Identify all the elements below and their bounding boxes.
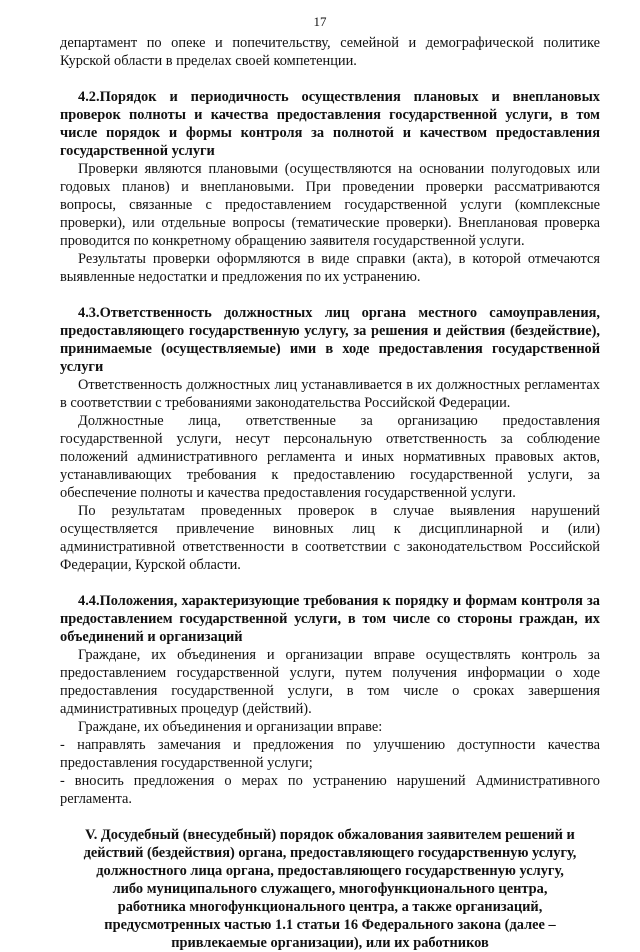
spacer <box>60 70 600 88</box>
section-4-2-paragraph-2: Результаты проверки оформляются в виде справки (акта), в которой отмечаются выявленные недостатки и предложения по их устранению. <box>60 251 600 285</box>
section-4-4-bullet-2: - вносить предложения о мерах по устранению нарушений Административного регламента. <box>60 773 600 807</box>
section-4-4-paragraph-1: Граждане, их объединения и организации вправе осуществлять контроль за предоставлением государственной услуги, путем получения информации о ходе предоставления государственной услуги, в том числе о сроках завершения административных процедур (действий). <box>60 647 600 717</box>
chapter-5-heading: V. Досудебный (внесудебный) порядок обжалования заявителем решений и действий (бездействия) органа, предоставляющего государственную услугу, должностного лица органа, предоставляющего государственную услугу, либо муниципального служащего, многофункционального центра, работника многофункционального центра, а также организаций, предусмотренных частью 1.1 статьи 16 Федерального закона (далее – привлекаемые организации), или их работников <box>83 827 577 951</box>
section-4-2-heading: 4.2.Порядок и периодичность осуществления плановых и внеплановых проверок полноты и качества предоставления государственной услуги, в том числе порядок и формы контроля за полнотой и качеством предоставления государственной услуги <box>60 89 600 159</box>
spacer <box>60 286 600 304</box>
page-number: 17 <box>313 14 327 29</box>
section-4-3-paragraph-3: По результатам проведенных проверок в случае выявления нарушений осуществляется привлечение виновных лиц к дисциплинарной и (или) административной ответственности в соответствии с законодательством Российской Федерации, Курской области. <box>60 503 600 573</box>
section-4-4-paragraph-2: Граждане, их объединения и организации вправе: <box>78 719 383 735</box>
section-4-4-bullet-1: - направлять замечания и предложения по улучшению доступности качества предоставления государственной услуги; <box>60 737 600 771</box>
section-4-2-paragraph-1: Проверки являются плановыми (осуществляются на основании полугодовых или годовых планов) и внеплановыми. При проведении проверки рассматриваются вопросы, связанные с предоставлением государственной услуги (комплексные проверки), или отдельные вопросы (тематические проверки). Внеплановая проверка проводится по конкретному обращению заявителя государственной услуги. <box>60 161 600 249</box>
section-4-3-heading: 4.3.Ответственность должностных лиц органа местного самоуправления, предоставляющего государственную услугу, за решения и действия (бездействие), принимаемые (осуществляемые) ими в ходе предоставления государственной услуги <box>60 305 600 375</box>
spacer <box>60 574 600 592</box>
section-4-4-heading: 4.4.Положения, характеризующие требования к порядку и формам контроля за предоставлением государственной услуги, в том числе со стороны граждан, их объединений и организаций <box>60 593 600 645</box>
spacer <box>60 808 600 826</box>
intro-paragraph: департамент по опеке и попечительству, семейной и демографической политике Курской области в пределах своей компетенции. <box>60 35 600 69</box>
section-4-3-paragraph-1: Ответственность должностных лиц устанавливается в их должностных регламентах в соответствии с требованиями законодательства Российской Федерации. <box>60 377 600 411</box>
section-4-3-paragraph-2: Должностные лица, ответственные за организацию предоставления государственной услуги, несут персональную ответственность за соблюдение положений административного регламента и иных нормативных правовых актов, устанавливающих требования к предоставлению государственной услуги, за обеспечение полноты и качества предоставления государственной услуги. <box>60 413 600 501</box>
